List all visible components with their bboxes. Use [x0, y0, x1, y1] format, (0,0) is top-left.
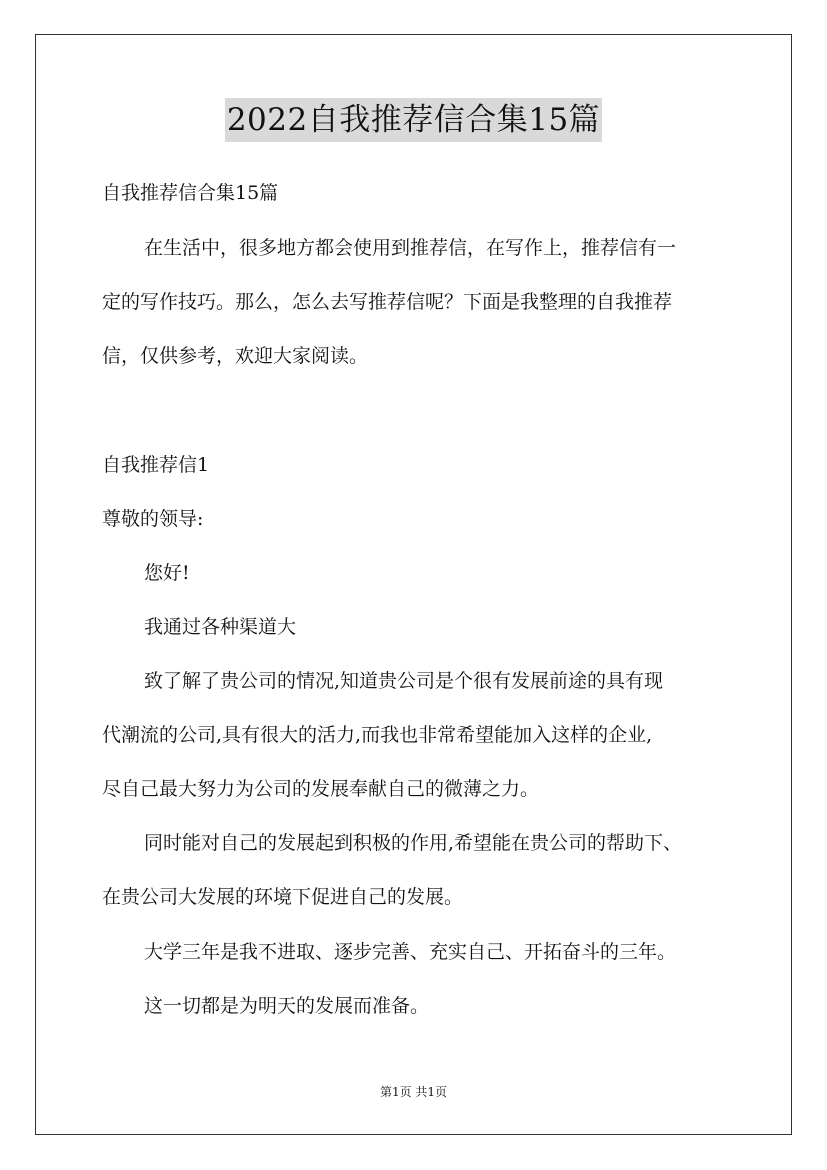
body-line-2: 致了解了贵公司的情况,知道贵公司是个很有发展前途的具有现 [144, 670, 664, 692]
intro-line-1: 在生活中，很多地方都会使用到推荐信，在写作上，推荐信有一 [144, 237, 677, 259]
salutation: 尊敬的领导: [102, 508, 204, 530]
body-line-4: 尽自己最大努力为公司的发展奉献自己的微薄之力。 [102, 778, 540, 800]
body-line-1: 我通过各种渠道大 [144, 616, 297, 638]
page-footer: 第1页 共1页 [379, 1085, 448, 1099]
body-line-8: 这一切都是为明天的发展而准备。 [144, 995, 430, 1017]
greeting: 您好! [144, 562, 190, 584]
body-line-6: 在贵公司大发展的环境下促进自己的发展。 [102, 886, 464, 908]
document-title-block [0, 98, 827, 142]
intro-line-3: 信，仅供参考，欢迎大家阅读。 [102, 345, 369, 367]
document-title: 2022自我推荐信合集15篇 [225, 98, 602, 142]
section-heading: 自我推荐信1 [102, 454, 210, 476]
document-subtitle: 自我推荐信合集15篇 [102, 182, 279, 204]
intro-line-2: 定的写作技巧。那么，怎么去写推荐信呢？下面是我整理的自我推荐 [102, 291, 673, 313]
body-line-3: 代潮流的公司,具有很大的活力,而我也非常希望能加入这样的企业, [102, 724, 653, 746]
body-line-7: 大学三年是我不进取、逐步完善、充实自己、开拓奋斗的三年。 [144, 941, 677, 963]
body-line-5: 同时能对自己的发展起到积极的作用,希望能在贵公司的帮助下、 [144, 832, 683, 854]
